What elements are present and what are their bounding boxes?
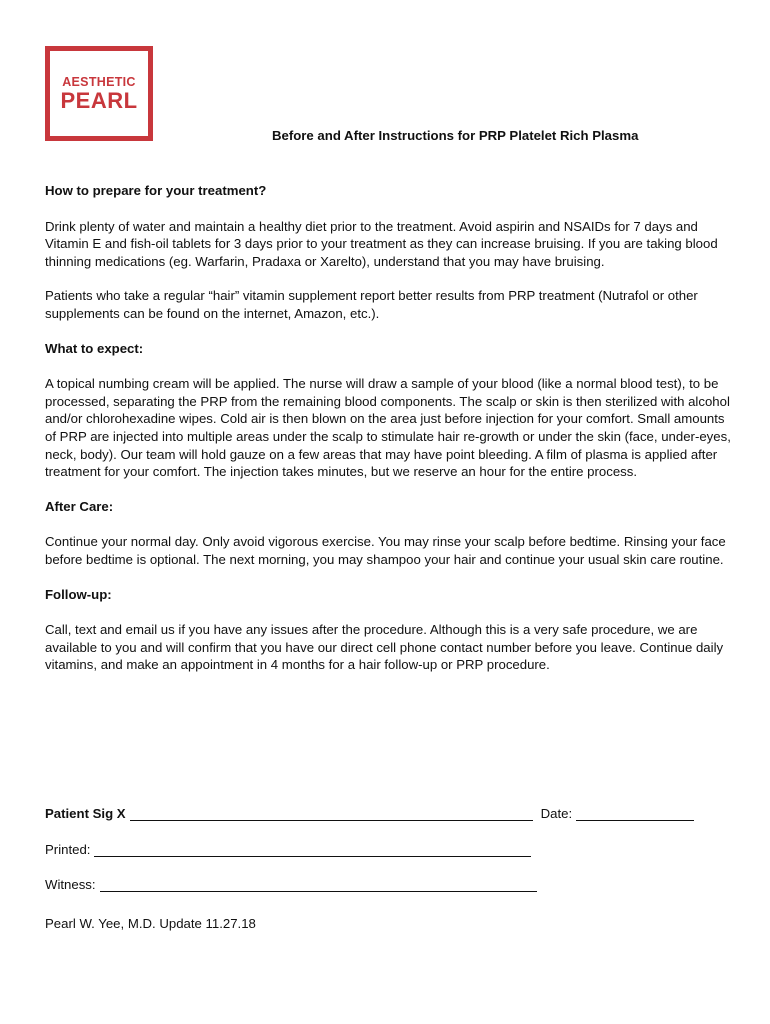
expect-paragraph: A topical numbing cream will be applied. The nurse will draw a sample of your blood (like a normal blood test), to be processed, separating the PRP from the remaining blood components. The scalp or skin is then sterilized with alcohol and/or chlorohexadine wipes. Cold air is then blown on the area just before injection for your comfort. Small amounts of PRP are injected into multiple areas under the scalp to stimulate hair re-growth or under the skin (face, under-eyes, neck, body). Our team will hold gauze on a few areas that may have point bleeding. A film of plasma is applied after treatment for your comfort. The injection takes minutes, but we reserve an hour for the entire process. <box>45 376 731 480</box>
section-heading-expect: What to expect: <box>45 340 144 356</box>
aesthetic-pearl-logo <box>45 46 153 141</box>
aftercare-paragraph: Continue your normal day. Only avoid vigorous exercise. You may rinse your scalp before bedtime. Rinsing your face before bedtime is optional. The next morning, you may shampoo your hair and continue your usual skin care routine. <box>45 534 726 567</box>
prepare-paragraph-1: Drink plenty of water and maintain a healthy diet prior to the treatment. Avoid aspirin and NSAIDs for 7 days and Vitamin E and fish-oil tablets for 3 days prior to your treatment as they can increase bruising. If you are taking blood thinning medications (eg. Warfarin, Pradaxa or Xarelto), understand that you may have bruising. <box>45 218 718 269</box>
section-heading-prepare: How to prepare for your treatment? <box>45 183 267 198</box>
printed-name-row <box>45 842 531 857</box>
witness-label: Witness: <box>45 877 96 892</box>
witness-row <box>45 877 537 892</box>
section-heading-aftercare: After Care: <box>45 498 114 514</box>
instructions-body <box>45 182 735 674</box>
logo-line-1: AESTHETIC <box>62 74 136 89</box>
footer-update-note: Pearl W. Yee, M.D. Update 11.27.18 <box>45 916 256 931</box>
patient-signature-line[interactable] <box>130 806 533 821</box>
prepare-paragraph-2: Patients who take a regular “hair” vitamin supplement report better results from PRP treatment (Nutrafol or other supplements can be found on the internet, Amazon, etc.). <box>45 288 698 321</box>
witness-line[interactable] <box>100 877 537 892</box>
date-label: Date: <box>540 806 573 821</box>
printed-label: Printed: <box>45 842 91 857</box>
followup-paragraph: Call, text and email us if you have any issues after the procedure. Although this is a very safe procedure, we are available to you and will confirm that you have our direct cell phone contact number before you leave. Continue daily vitamins, and make an appointment in 4 months for a hair follow-up or PRP procedure. <box>45 622 724 673</box>
section-heading-followup: Follow-up: <box>45 586 112 602</box>
patient-sig-label: Patient Sig X <box>45 806 126 821</box>
patient-signature-row <box>45 806 694 821</box>
printed-name-line[interactable] <box>94 842 531 857</box>
logo-line-2: PEARL <box>60 87 138 113</box>
date-line[interactable] <box>576 806 694 821</box>
document-title: Before and After Instructions for PRP Platelet Rich Plasma <box>272 128 639 143</box>
